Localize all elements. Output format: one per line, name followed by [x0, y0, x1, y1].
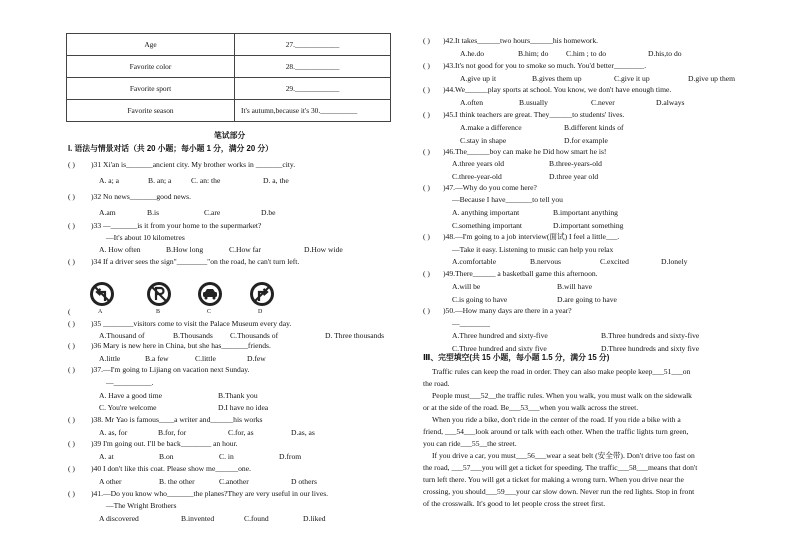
answer-option: D.Three hundreds and sixty five: [601, 344, 700, 353]
table-value: 28.____________: [235, 56, 391, 78]
answer-option: A.Three hundred and sixty-five: [452, 331, 548, 340]
answer-option: C.How far: [229, 245, 262, 254]
icon-label: D: [258, 309, 263, 315]
section1-title: I. 语法与情景对话（共 20 小题；每小题 1 分，满分 20 分）: [68, 144, 273, 153]
answer-option: B.a few: [145, 354, 169, 363]
question-stem: )49.There______ a basketball game this afternoon.: [443, 269, 598, 278]
answer-option: B.How long: [166, 245, 204, 254]
answer-option: B.different kinds of: [564, 123, 624, 132]
answer-option: B.Thousands: [173, 331, 213, 340]
answer-bracket: ( ): [68, 160, 75, 169]
answer-option: A. Have a good time: [99, 391, 163, 400]
answer-option: B.usually: [519, 98, 548, 107]
passage-line: the road.: [423, 379, 450, 388]
answer-option: A.three years old: [452, 159, 505, 168]
answer-option: B.Thank you: [218, 391, 258, 400]
answer-option: A. at: [99, 452, 114, 461]
answer-option: D.be: [261, 208, 276, 217]
answer-option: A. as, for: [99, 428, 128, 437]
answer-option: D.for example: [564, 136, 608, 145]
passage-line: of the crosswalk. It's good to let people cross the street first.: [423, 499, 606, 508]
answer-bracket: ( ): [423, 85, 430, 94]
answer-option: C.is going to have: [452, 295, 508, 304]
answer-option: D.liked: [303, 514, 326, 523]
answer-option: A.little: [99, 354, 121, 363]
answer-option: B.invented: [181, 514, 215, 523]
question-stem: )50.—How many days are there in a year?: [443, 306, 572, 315]
answer-option: A.give up it: [460, 74, 497, 83]
answer-option: A.often: [460, 98, 483, 107]
answer-bracket: ( ): [68, 341, 75, 350]
question-stem: )33 —_______is it from your home to the supermarket?: [91, 221, 262, 230]
answer-bracket: ( ): [423, 183, 430, 192]
icon-label: B: [156, 309, 161, 315]
answer-option: D.always: [656, 98, 685, 107]
answer-option: C.three-year-old: [452, 172, 502, 181]
answer-option: B.for, for: [158, 428, 187, 437]
answer-option: C.for, as: [228, 428, 254, 437]
passage-line: Traffic rules can keep the road in order. They can also make people keep___51___on: [432, 367, 691, 376]
table-row: [67, 56, 391, 78]
answer-option: D.three year old: [549, 172, 599, 181]
answer-option: C.him ; to do: [566, 49, 607, 58]
question-stem: )38. Mr Yao is famous____a writer and______his works: [91, 415, 263, 424]
answer-option: C. You're welcome: [99, 403, 157, 412]
answer-option: D.give up them: [688, 74, 736, 83]
answer-option: C.stay in shape: [460, 136, 507, 145]
answer-bracket: ( ): [423, 110, 430, 119]
dialogue-line: —It's about 10 kilometres: [106, 233, 185, 242]
passage-line: If you drive a car, you must___56___wear a seat belt (安全带). Don't drive too fast on: [432, 451, 695, 460]
passage-line: turn left there. You will get a ticket for making a wrong turn. When you drive near the: [423, 475, 684, 484]
answer-option: A. anything important: [452, 208, 520, 217]
question-stem: )34 If a driver sees the sign"________"on the road, he can't turn left.: [91, 257, 300, 266]
dialogue-line: —__________.: [106, 378, 154, 387]
answer-option: C. an: the: [191, 176, 221, 185]
question-stem: )48.—I'm going to a job interview(面试) I feel a little___.: [443, 232, 620, 241]
answer-option: C.give it up: [614, 74, 650, 83]
table-key: Favorite season: [67, 100, 235, 122]
answer-bracket-marker: (: [68, 307, 71, 316]
answer-option: C.Three hundred and sixty five: [452, 344, 547, 353]
answer-option: B.nervous: [530, 257, 562, 266]
table-value: 27.____________: [235, 34, 391, 56]
answer-bracket: ( ): [423, 306, 430, 315]
question-stem: )35 ________visitors come to visit the Palace Museum every day.: [91, 319, 292, 328]
passage-line: friend, ___54___look around or talk with each other. When the traffic lights turn green,: [423, 427, 689, 436]
answer-option: B.three-years-old: [549, 159, 602, 168]
section3-title: Ⅲ、完型填空(共 15 小题，每小题 1.5 分，满分 15 分): [423, 353, 610, 362]
table-row: [67, 34, 391, 56]
answer-option: A other: [99, 477, 122, 486]
no-car-sign-icon: [197, 281, 223, 307]
answer-bracket: ( ): [423, 147, 430, 156]
icon-label: A: [98, 309, 103, 315]
answer-option: D.How wide: [304, 245, 343, 254]
answer-option: C. in: [219, 452, 234, 461]
answer-option: D. a, the: [263, 176, 289, 185]
answer-bracket: ( ): [68, 192, 75, 201]
table-key: Favorite color: [67, 56, 235, 78]
passage-line: or at the side of the road. Be___53___when you walk across the street.: [423, 403, 639, 412]
answer-option: A.make a difference: [460, 123, 522, 132]
question-stem: )37.—I'm going to Lijiang on vacation next Sunday.: [91, 365, 250, 374]
no-left-turn-sign-icon: [89, 281, 115, 307]
answer-option: B.important anything: [553, 208, 618, 217]
passage-line: People must___52__the traffic rules. When you walk, you must walk on the sidewalk: [432, 391, 692, 400]
answer-bracket: ( ): [68, 365, 75, 374]
dialogue-line: —The Wright Brothers: [106, 501, 177, 510]
answer-bracket: ( ): [68, 319, 75, 328]
table-value: 29.____________: [235, 78, 391, 100]
table-row: [67, 78, 391, 100]
answer-bracket: ( ): [68, 489, 75, 498]
question-stem: )41.—Do you know who_______the planes?They are very useful in our lives.: [91, 489, 329, 498]
answer-option: C.something important: [452, 221, 523, 230]
written-title: 笔试部分: [214, 131, 246, 140]
answer-bracket: ( ): [68, 464, 75, 473]
answer-bracket: ( ): [423, 36, 430, 45]
answer-option: B.is: [147, 208, 160, 217]
question-stem: )42.It takes______two hours______his homework.: [443, 36, 599, 45]
answer-option: A. a; a: [99, 176, 120, 185]
question-stem: )47.—Why do you come here?: [443, 183, 537, 192]
question-stem: )46.The______boy can make he Did how smart he is!: [443, 147, 607, 156]
question-stem: )43.It's not good for you to smoke so much. You'd better________.: [443, 61, 647, 70]
question-stem: )31 Xi'an is_______ancient city. My brother works in _______city.: [91, 160, 296, 169]
answer-option: D.from: [279, 452, 302, 461]
answer-option: A discovered: [99, 514, 139, 523]
answer-option: B.him; do: [518, 49, 549, 58]
answer-option: D.as, as: [291, 428, 315, 437]
question-stem: )39 I'm going out. I'll be back________ an hour.: [91, 439, 238, 448]
question-stem: )44.We______play sports at school. You know, we don't have enough time.: [443, 85, 672, 94]
answer-option: C.Thousands of: [230, 331, 279, 340]
question-stem: )36 Mary is new here in China, but she has_______friends.: [91, 341, 271, 350]
answer-option: D.important something: [553, 221, 624, 230]
table-key: Favorite sport: [67, 78, 235, 100]
dialogue-line: —________: [452, 319, 490, 328]
dialogue-line: —Take it easy. Listening to music can help you relax: [452, 245, 614, 254]
answer-option: A.comfortable: [452, 257, 497, 266]
question-stem: )40 I don't like this coat. Please show me______one.: [91, 464, 251, 473]
answer-option: C.little: [195, 354, 216, 363]
passage-line: crossing, you should___59___your car slow down. Never run the red lights. Stop in front: [423, 487, 695, 496]
passage-line: you can ride___55__the street.: [423, 439, 517, 448]
answer-option: A.he.do: [460, 49, 485, 58]
answer-bracket: ( ): [423, 232, 430, 241]
table-value: It's autumn,because it's 30.__________: [235, 100, 391, 122]
table-key: Age: [67, 34, 235, 56]
info-table: [66, 33, 391, 122]
question-stem: )45.I think teachers are great. They______to students' lives.: [443, 110, 625, 119]
answer-option: C.excited: [600, 257, 629, 266]
answer-option: C.are: [204, 208, 221, 217]
passage-line: When you ride a bike, don't ride in the center of the road. If you ride a bike with a: [432, 415, 681, 424]
answer-option: C.another: [219, 477, 249, 486]
answer-option: D.I have no idea: [218, 403, 269, 412]
answer-option: C.never: [591, 98, 615, 107]
answer-option: B.Three hundreds and sixty-five: [601, 331, 700, 340]
answer-option: C.found: [244, 514, 269, 523]
answer-option: D.lonely: [661, 257, 688, 266]
answer-option: A. How often: [99, 245, 141, 254]
table-row: [67, 100, 391, 122]
answer-bracket: ( ): [68, 257, 75, 266]
icon-label: C: [207, 309, 212, 315]
answer-bracket: ( ): [423, 269, 430, 278]
answer-option: D.few: [247, 354, 266, 363]
no-parking-sign-icon: [146, 281, 172, 307]
dialogue-line: —Because I have_______to tell you: [452, 195, 563, 204]
answer-bracket: ( ): [68, 439, 75, 448]
no-right-turn-sign-icon: [249, 281, 275, 307]
answer-bracket: ( ): [423, 61, 430, 70]
answer-option: B. an; a: [148, 176, 172, 185]
answer-option: B. the other: [159, 477, 195, 486]
answer-option: B.on: [159, 452, 174, 461]
answer-option: D. Three thousands: [325, 331, 385, 340]
answer-option: A.am: [99, 208, 116, 217]
answer-bracket: ( ): [68, 415, 75, 424]
answer-option: A.will be: [452, 282, 481, 291]
answer-option: D.his,to do: [648, 49, 682, 58]
answer-option: D others: [291, 477, 317, 486]
answer-option: B.gives them up: [532, 74, 582, 83]
answer-option: D.are going to have: [557, 295, 617, 304]
answer-option: A.Thousand of: [99, 331, 145, 340]
answer-bracket: ( ): [68, 221, 75, 230]
passage-line: the road, ___57___you will get a ticket for speeding. The traffic___58___means that don't: [423, 463, 698, 472]
answer-option: B.will have: [557, 282, 593, 291]
question-stem: )32 No news_______good news.: [91, 192, 191, 201]
